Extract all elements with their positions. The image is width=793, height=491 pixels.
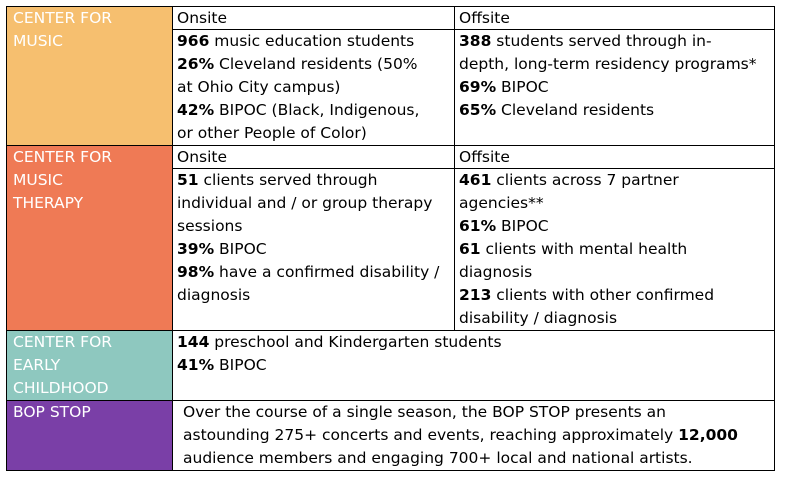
stat-line: 61 clients with mental health [459,240,688,258]
therapy-offsite-stats [455,169,775,331]
stat-line: 144 preschool and Kindergarten students [177,333,502,351]
program-title-line: MUSIC [13,32,63,50]
program-title-line: CHILDHOOD [13,379,109,397]
therapy-onsite-header: Onsite [173,146,455,169]
stat-line: agencies** [459,194,544,212]
desc-line: Over the course of a single season, the BOP STOP presents an [183,403,666,421]
music-onsite-header: Onsite [173,7,455,30]
music-onsite-stats [173,30,455,146]
stat-line: 41% BIPOC [177,356,267,374]
stat-line: 65% Cleveland residents [459,101,655,119]
stat-line: 966 music education students [177,32,415,50]
stat-line: at Ohio City campus) [177,78,341,96]
stat-line: 69% BIPOC [459,78,549,96]
music-offsite-stats [455,30,775,146]
stat-line: disability / diagnosis [459,309,618,327]
program-title-line: EARLY [13,356,61,374]
early-childhood-stats [173,331,775,401]
stat-line: individual and / or group therapy [177,194,433,212]
stat-line: 461 clients across 7 partner [459,171,679,189]
program-title-line: THERAPY [13,194,84,212]
program-music [7,7,173,146]
therapy-offsite-header: Offsite [455,146,775,169]
desc-line: astounding 275+ concerts and events, reaching approximately 12,000 [183,426,738,444]
desc-line: audience members and engaging 700+ local and national artists. [183,449,693,467]
music-header-row [7,7,775,30]
bop-stop-description [173,401,775,471]
impact-table [6,6,775,471]
stat-line: 42% BIPOC (Black, Indigenous, [177,101,420,119]
stat-line: diagnosis [459,263,533,281]
program-title-line: CENTER FOR [13,148,113,166]
stat-line: 213 clients with other confirmed [459,286,715,304]
early-childhood-row [7,331,775,401]
program-bop-stop [7,401,173,471]
program-music-therapy [7,146,173,331]
stat-line: 388 students served through in- [459,32,712,50]
stat-line: 39% BIPOC [177,240,267,258]
stat-line: 98% have a confirmed disability / [177,263,440,281]
bop-stop-row [7,401,775,471]
stat-line: 26% Cleveland residents (50% [177,55,418,73]
program-title-line: CENTER FOR [13,9,113,27]
program-title-line: CENTER FOR [13,333,113,351]
stat-line: sessions [177,217,243,235]
program-title-line: MUSIC [13,171,63,189]
stat-line: or other People of Color) [177,124,367,142]
stat-line: 61% BIPOC [459,217,549,235]
stat-line: 51 clients served through [177,171,378,189]
program-early-childhood [7,331,173,401]
program-title-line: BOP STOP [13,403,91,421]
therapy-onsite-stats [173,169,455,331]
music-offsite-header: Offsite [455,7,775,30]
therapy-header-row [7,146,775,169]
stat-line: depth, long-term residency programs* [459,55,757,73]
stat-line: diagnosis [177,286,251,304]
